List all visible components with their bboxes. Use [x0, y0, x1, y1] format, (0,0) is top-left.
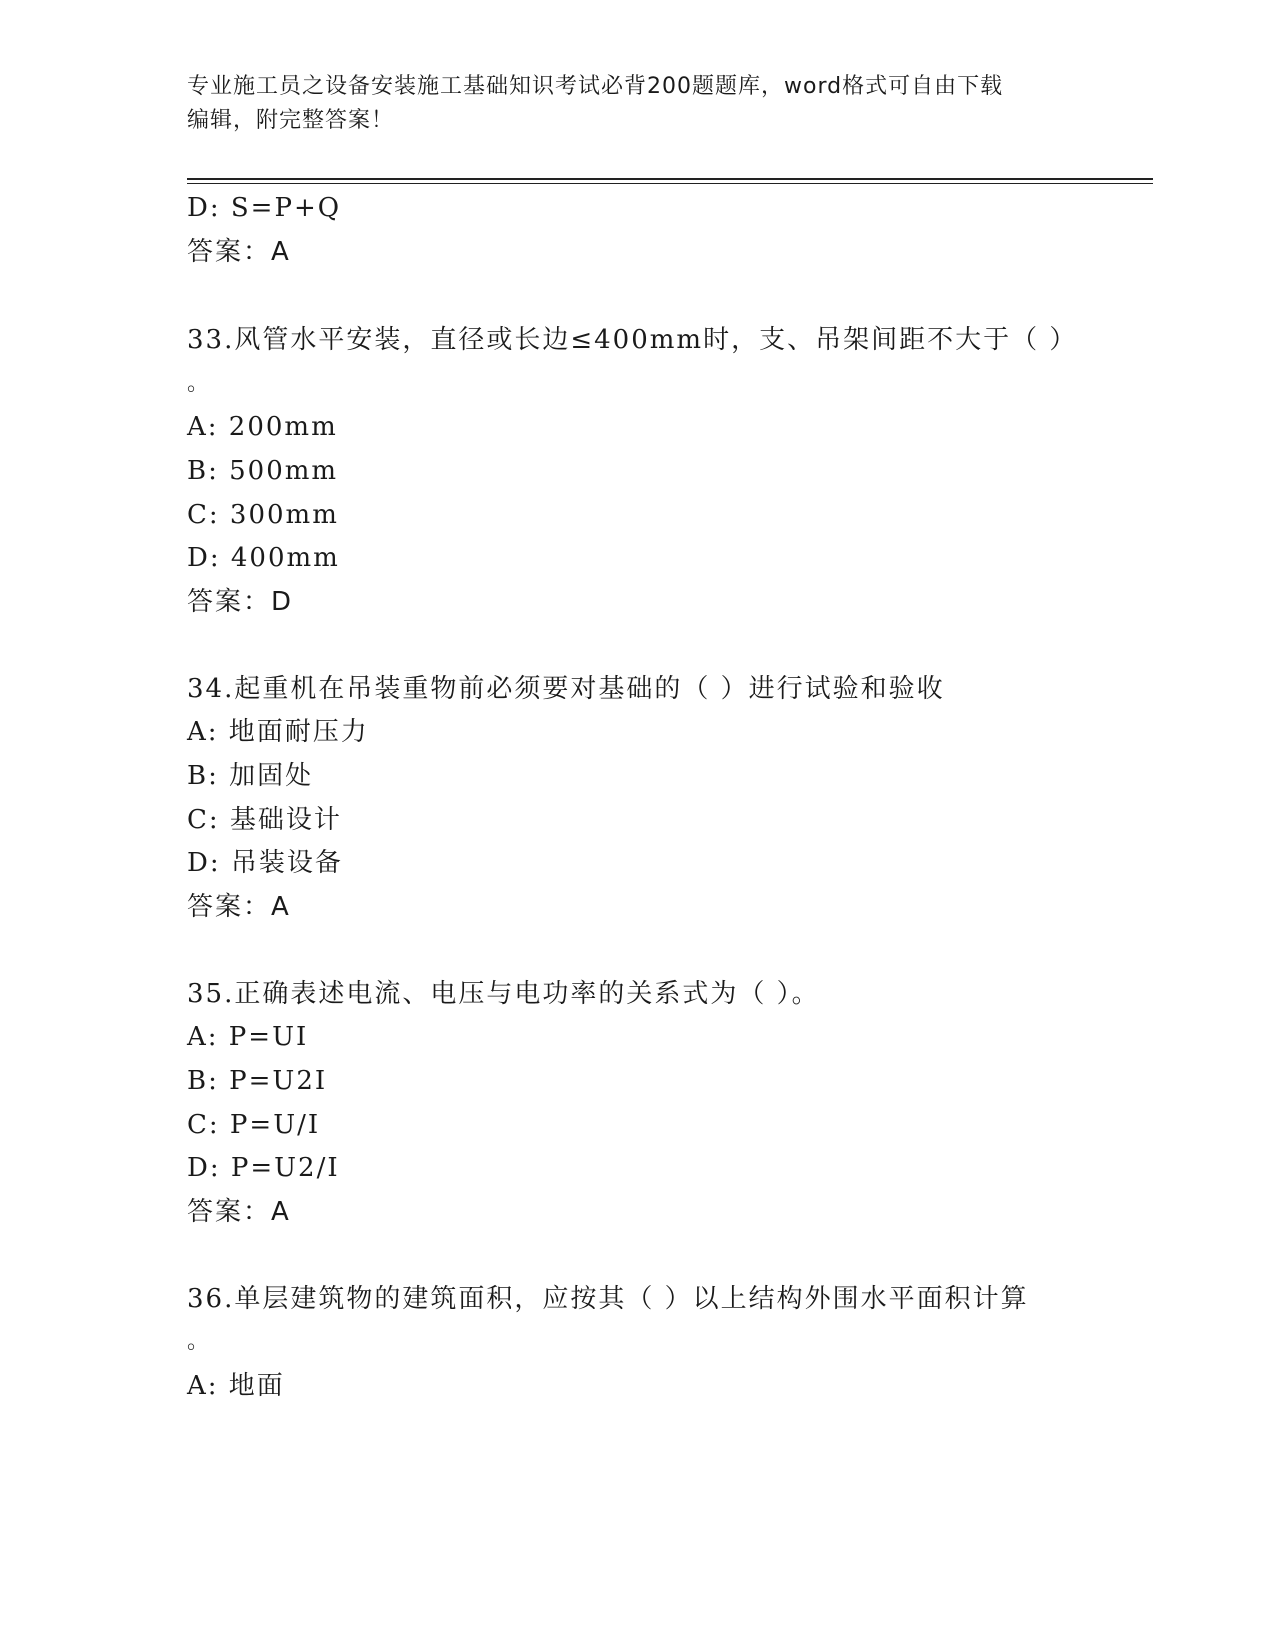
question-34-option-b: B: 加固处: [187, 761, 314, 791]
question-33-option-c: C: 300mm: [187, 500, 339, 530]
question-35-option-d: D: P=U2/I: [187, 1153, 340, 1183]
question-35-option-a: A: P=UI: [187, 1022, 309, 1052]
question-34-answer: 答案：A: [187, 892, 291, 922]
question-35-option-b: B: P=U2I: [187, 1066, 328, 1096]
header-line-2: 编辑，附完整答案！: [187, 108, 395, 133]
question-34-option-c: C: 基础设计: [187, 805, 342, 835]
question-33-option-b: B: 500mm: [187, 456, 339, 486]
question-36-stem-continued: 。: [187, 1329, 212, 1354]
question-33-stem-continued: 。: [187, 371, 212, 396]
question-33-answer: 答案：D: [187, 587, 294, 617]
header-line-1: 专业施工员之设备安装施工基础知识考试必背200题题库，word格式可自由下载: [187, 74, 1004, 99]
question-34-option-a: A: 地面耐压力: [187, 717, 369, 747]
question-35-stem: 35.正确表述电流、电压与电功率的关系式为（ ）。: [187, 979, 820, 1009]
document-header: [187, 70, 1067, 138]
answer-line: 答案：A: [187, 237, 291, 267]
question-34-option-d: D: 吊装设备: [187, 848, 343, 878]
header-divider-thick: [187, 178, 1153, 180]
question-35-answer: 答案：A: [187, 1197, 291, 1227]
question-33-stem: 33.风管水平安装，直径或长边≤400mm时，支、吊架间距不大于（ ）: [187, 325, 1078, 355]
question-35-option-c: C: P=U/I: [187, 1110, 321, 1140]
question-33-option-d: D: 400mm: [187, 543, 340, 573]
question-33-option-a: A: 200mm: [187, 412, 338, 442]
question-36-stem: 36.单层建筑物的建筑面积，应按其（ ）以上结构外围水平面积计算: [187, 1284, 1029, 1314]
header-divider-thin: [187, 183, 1153, 184]
question-34-stem: 34.起重机在吊装重物前必须要对基础的（ ）进行试验和验收: [187, 674, 945, 704]
question-36-option-a: A: 地面: [187, 1371, 285, 1401]
option-d: D: S=P+Q: [187, 193, 342, 223]
